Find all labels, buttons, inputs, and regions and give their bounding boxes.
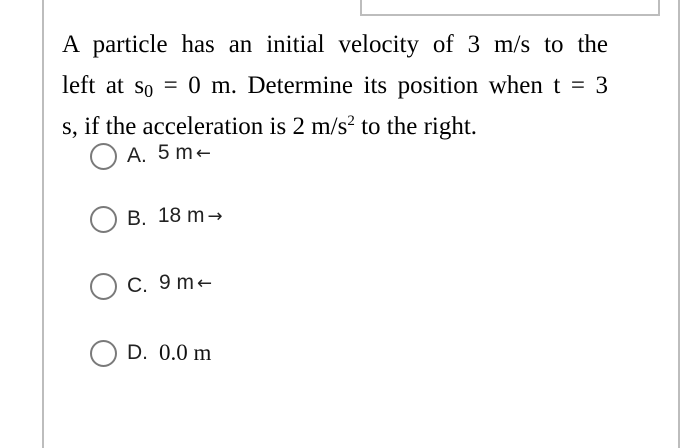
subscript-zero: 0 [144,81,154,101]
option-d[interactable] [90,337,211,369]
right-arrow-icon: → [207,206,223,227]
question-line-3-start: s, if the acceleration is 2 m/s [62,113,348,140]
radio-button-b[interactable] [90,206,117,233]
question-line-2-start: left at s [62,72,145,99]
option-a-letter: A. [127,144,147,167]
radio-button-c[interactable] [90,273,117,300]
question-text [62,24,608,147]
left-arrow-icon: ← [197,273,213,294]
option-b-value: 18 m [157,204,205,227]
option-a-text [158,141,211,165]
question-line-2-end: = 0 m. Determine its position when t = 3 [153,72,608,99]
superscript-two: 2 [347,113,355,129]
option-c-text [159,271,212,295]
option-a-value: 5 m [157,141,193,164]
option-b-letter: B. [127,207,147,230]
question-line-2 [62,65,608,106]
question-line-3-end: to the right. [354,113,478,140]
question-line-1: A particle has an initial velocity of 3 m/s to the [62,31,608,58]
option-c-letter: C. [127,274,148,297]
option-b-text [158,204,223,228]
radio-button-d[interactable] [90,340,117,367]
left-arrow-icon: ← [195,143,211,164]
option-b[interactable] [90,203,223,235]
option-c[interactable] [90,270,212,302]
radio-button-a[interactable] [90,143,117,170]
top-partial-box [360,0,660,16]
option-a[interactable] [90,140,211,172]
right-border [678,0,680,448]
option-d-text: 0.0 m [159,340,212,365]
left-border [42,0,44,448]
option-c-value: 9 m [159,271,195,294]
option-d-letter: D. [127,341,148,364]
